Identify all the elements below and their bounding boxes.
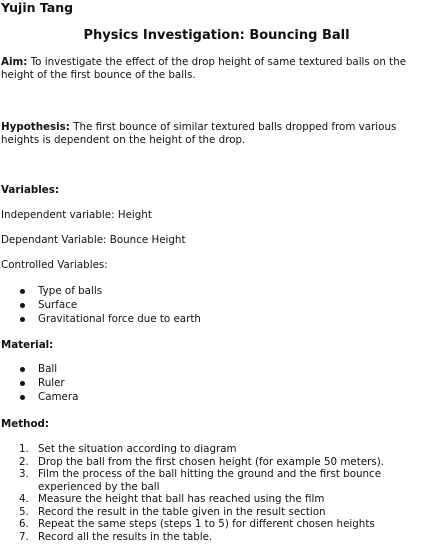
list-item: Gravitational force due to earth [1,313,201,327]
bullet-icon [20,289,25,294]
independent-variable: Independent variable: Height [1,209,152,221]
list-item: Camera [1,391,78,405]
document-title: Physics Investigation: Bouncing Ball [83,28,350,43]
author-name: Yujin Tang [1,0,74,15]
bullet-icon [20,395,25,400]
controlled-variables-label: Controlled Variables: [1,259,108,271]
aim-label: Aim: [1,56,28,68]
list-item: Ball [1,363,78,377]
list-item: 4. Measure the height that ball has reached using the film [19,493,325,505]
list-item: Type of balls [1,285,201,299]
method-steps-list [1,443,431,543]
list-item: Ruler [1,377,78,391]
materials-list [1,363,78,405]
list-item: 6. Repeat the same steps (steps 1 to 5) for different chosen heights [19,518,375,530]
dependant-variable: Dependant Variable: Bounce Height [1,234,186,246]
hypothesis-text: The first bounce of similar textured balls dropped from various heights is dependent on the height of the drop. [1,121,397,146]
bullet-icon [20,303,25,308]
hypothesis-label: Hypothesis: [1,121,70,133]
bullet-icon [20,381,25,386]
list-item: 3. Film the process of the ball hitting the ground and the first bounce experienced by the ball [19,468,382,493]
method-heading: Method: [1,418,50,430]
bullet-icon [20,367,25,372]
material-heading: Material: [1,339,54,351]
list-item: 1. Set the situation according to diagram [19,443,237,455]
list-item: 2. Drop the ball from the first chosen height (for example 50 meters). [19,455,384,468]
aim-paragraph [1,56,431,82]
list-item: 7. Record all the results in the table. [19,530,213,543]
aim-text: To investigate the effect of the drop height of same textured balls on the height of the first bounce of the balls. [1,56,407,81]
controlled-variables-list [1,285,201,327]
hypothesis-paragraph [1,121,431,147]
variables-heading: Variables: [1,184,60,196]
bullet-icon [20,317,25,322]
list-item: Surface [1,299,201,313]
list-item: 5. Record the result in the table given in the result section [19,505,326,518]
